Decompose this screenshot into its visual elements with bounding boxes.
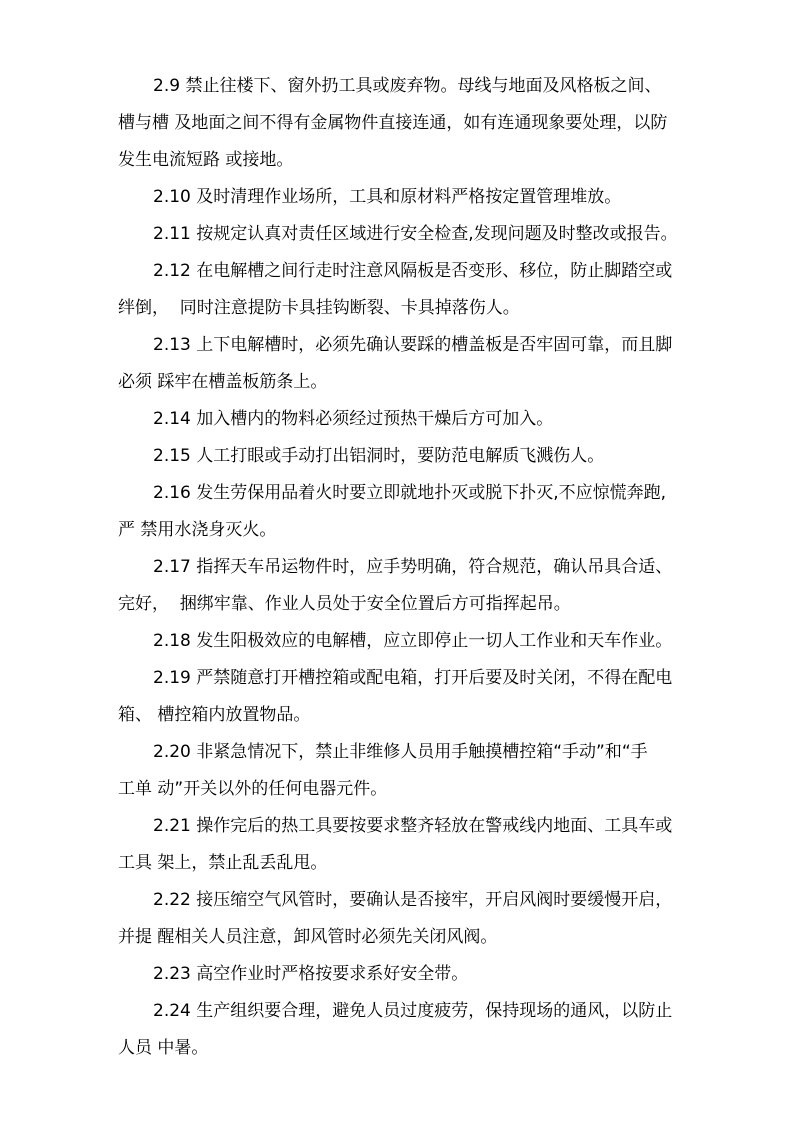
text-line: 2.19 严禁随意打开槽控箱或配电箱，打开后要及时关闭，不得在配电: [153, 668, 673, 688]
text-line: 2.10 及时清理作业场所，工具和原材料严格按定置管理堆放。: [153, 187, 622, 207]
text-line: 2.15 人工打眼或手动打出铝洞时，要防范电解质飞溅伤人。: [153, 446, 605, 466]
text-line: 2.17 指挥天车吊运物件时，应手势明确，符合规范，确认吊具合适、: [153, 557, 673, 577]
text-line: 2.22 接压缩空气风管时，要确认是否接牢，开启风阀时要缓慢开启，: [153, 890, 673, 910]
text-line: 工具 架上，禁止乱丢乱甩。: [118, 853, 328, 873]
text-line: 并提 醒相关人员注意，卸风管时必须先关闭风阀。: [118, 927, 498, 947]
text-line: 2.14 加入槽内的物料必须经过预热干燥后方可加入。: [153, 409, 554, 429]
text-line: 2.20 非紧急情况下，禁止非维修人员用手触摸槽控箱“手动”和“手: [153, 742, 648, 762]
text-line: 2.24 生产组织要合理，避免人员过度疲劳，保持现场的通风，以防止: [153, 1001, 673, 1021]
text-line: 槽与槽 及地面之间不得有金属物件直接连通，如有连通现象要处理，以防: [118, 113, 668, 133]
text-line: 工单 动”开关以外的任何电器元件。: [118, 779, 388, 799]
text-line: 2.9 禁止往楼下、窗外扔工具或废弃物。母线与地面及风格板之间、: [153, 76, 662, 96]
text-line: 完好， 捆绑牢靠、作业人员处于安全位置后方可指挥起吊。: [118, 594, 571, 614]
text-line: 绊倒， 同时注意提防卡具挂钩断裂、卡具掉落伤人。: [118, 298, 520, 318]
text-line: 发生电流短路 或接地。: [118, 150, 294, 170]
text-line: 必须 踩牢在槽盖板筋条上。: [118, 372, 328, 392]
text-line: 人员 中暑。: [118, 1038, 209, 1058]
text-line: 2.13 上下电解槽时，必须先确认要踩的槽盖板是否牢固可靠，而且脚: [153, 335, 673, 355]
text-line: 2.16 发生劳保用品着火时要立即就地扑灭或脱下扑灭,不应惊慌奔跑,: [153, 483, 667, 503]
text-line: 箱、 槽控箱内放置物品。: [118, 705, 311, 725]
text-line: 2.21 操作完后的热工具要按要求整齐轻放在警戒线内地面、工具车或: [153, 816, 673, 836]
text-line: 2.12 在电解槽之间行走时注意风隔板是否变形、移位，防止脚踏空或: [153, 261, 673, 281]
text-line: 2.11 按规定认真对责任区域进行安全检查,发现问题及时整改或报告。: [153, 224, 678, 244]
text-line: 2.18 发生阳极效应的电解槽，应立即停止一切人工作业和天车作业。: [153, 631, 673, 651]
text-line: 2.23 高空作业时严格按要求系好安全带。: [153, 964, 469, 984]
text-line: 严 禁用水浇身灭火。: [118, 520, 277, 540]
